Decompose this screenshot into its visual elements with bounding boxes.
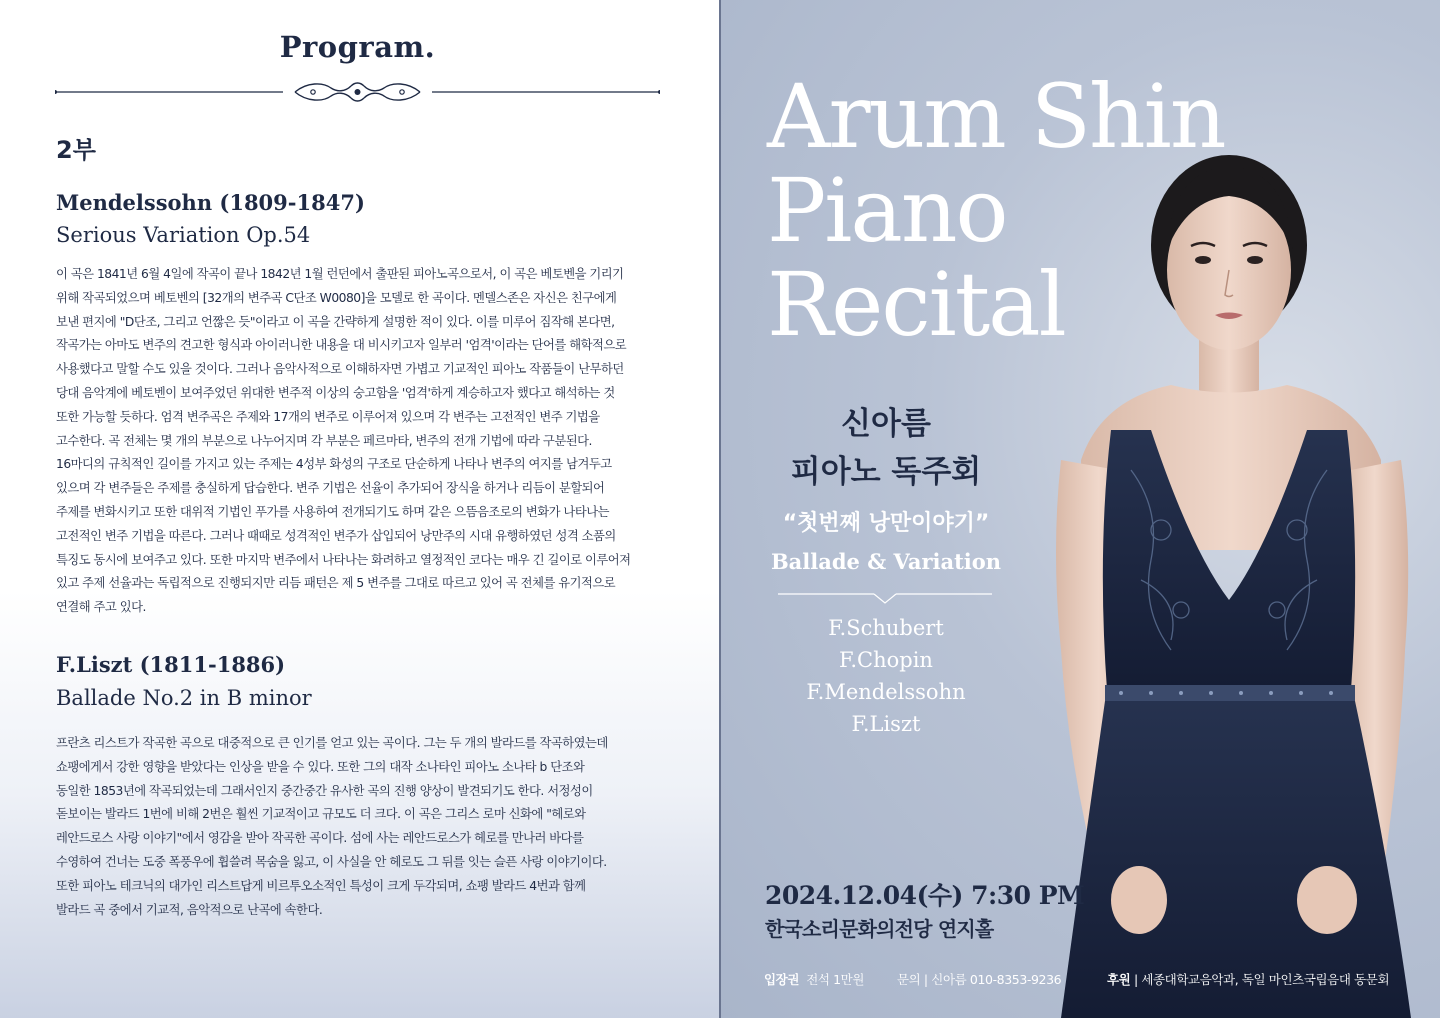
mendelssohn-description: 이 곡은 1841년 6월 4일에 작곡이 끝나 1842년 1월 런던에서 출판된 피아노곡으로서, 이 곡은 베토벤을 기리기 위해 작곡되었으며 베토벤의 [32개의 변주곡 C단조 W0080]을 모델로 한 곡이다. 멘델스존은 자신은 친구에게 보낸 편지에 "D단조, 그리고 언짢은 듯"이라고 이 곡을 간략하게 설명한 적이 있다. 이를 미루어 짐작해 본다면, 작곡가는 아마도 변주의 견고한 형식과 아이러니한 내용을 대 비시키고자 일부러 '엄격'이라는 단어를 해학적으로 사용했다고 말할 수도 있을 것이다. 그러나 음악사적으로 이해하자면 가볍고 기교적인 피아노 작품들이 난무하던 당대 음악계에 베토벤이 보여주었던 위대한 변주적 이상의 숭고함을 '엄격'하게 계승하고자 했다고 해석하는 것 또한 가능할 듯하다. 엄격 변주곡은 주제와 17개의 변주로 이루어져 있으며 각 변주는 고전적인 변주 기법을 고수한다. 곡 전체는 몇 개의 부분으로 나누어지며 각 부분은 페르마타, 변주의 전개 기법에 따라 구분된다. 16마디의 규칙적인 길이를 가지고 있는 주제는 4성부 화성의 구조로 단순하게 나타나 변주의 여지를 남겨두고 있으며 각 변주들은 주제를 충실하게 답습한다. 변주 기법은 선율이 추가되어 장식을 하거나 리듬이 분할되어 주제를 변화시키고 또한 대위적 기법인 푸가를 사용하여 전개되기도 하며 같은 으뜸음조로의 변화가 나타나는 고전적인 변주 기법을 따른다. 그러나 때때로 성격적인 변주가 삽입되어 낭만주의 시대 유행하였던 성격 소품의 특징도 동시에 보여주고 있다. 또한 마지막 변주에서 나타나는 화려하고 열정적인 코다는 매우 긴 길이로 이루어져 있고 주제 선율과는 독립적으로 진행되지만 리듬 패턴은 제 5 변주를 그대로 따르고 있어 곡 전체를 유기적으로 연결해 주고 있다. — [56, 267, 631, 615]
ornament-divider — [55, 78, 660, 106]
composer-liszt: F.Liszt (1811-1886) — [56, 652, 286, 677]
korean-title-recital: 피아노 독주회 — [790, 454, 982, 490]
piece-mendelssohn: Serious Variation Op.54 — [56, 223, 311, 247]
composer-mendelssohn: Mendelssohn (1809-1847) — [56, 190, 365, 215]
korean-title-name: 신아름 — [841, 406, 931, 442]
subtitle-korean: “첫번째 낭만이야기” — [782, 511, 990, 536]
poster-title: Arum Shin Piano Recital — [767, 65, 1225, 356]
sponsor-info: 후원 | 세종대학교음악과, 독일 마인츠국립음대 동문회 — [1107, 972, 1390, 987]
event-datetime: 2024.12.04(수) 7:30 PM — [765, 881, 1085, 910]
composer-item: F.Liszt — [851, 712, 921, 736]
piece-liszt: Ballade No.2 in B minor — [56, 686, 312, 710]
poster-footer — [721, 970, 1440, 990]
part-heading: 2부 — [56, 136, 96, 164]
composer-item: F.Mendelssohn — [806, 680, 966, 704]
subtitle-divider — [778, 592, 992, 606]
liszt-description: 프란츠 리스트가 작곡한 곡으로 대중적으로 큰 인기를 얻고 있는 곡이다. 그는 두 개의 발라드를 작곡하였는데 쇼팽에게서 강한 영향을 받았다는 인상을 받을 수 있다. 또한 그의 대작 소나타인 피아노 소나타 b 단조와 동일한 1853년에 작곡되었는데 그래서인지 중간중간 유사한 곡의 진행 양상이 발견되기도 한다. 서정성이 돋보이는 발라드 1번에 비해 2번은 훨씬 기교적이고 규모도 더 크다. 이 곡은 그리스 로마 신화에 "헤로와 레안드로스 사랑 이야기"에서 영감을 받아 작곡한 곡이다. 섬에 사는 레안드로스가 헤로를 만나러 바다를 수영하여 건너는 도중 폭풍우에 휩쓸려 목숨을 잃고, 이 사실을 안 헤로도 그 뒤를 잇는 슬픈 사랑 이야기이다. 또한 피아노 테크닉의 대가인 리스트답게 비르투오소적인 특성이 크게 두각되며, 쇼팽 발라드 4번과 함께 발라드 곡 중에서 기교적, 음악적으로 난곡에 속한다. — [56, 736, 608, 917]
event-venue: 한국소리문화의전당 연지홀 — [765, 917, 994, 941]
composer-item: F.Schubert — [828, 616, 944, 640]
admission-info: 입장권 전석 1만원 — [764, 972, 865, 987]
recital-poster — [721, 0, 1440, 1018]
subtitle-english: Ballade & Variation — [770, 549, 1002, 574]
composer-item: F.Chopin — [839, 648, 933, 672]
composer-list — [721, 612, 1051, 740]
inquiry-info: 문의 | 신아름 010-8353-9236 — [897, 972, 1062, 987]
program-title: Program. — [279, 30, 436, 64]
